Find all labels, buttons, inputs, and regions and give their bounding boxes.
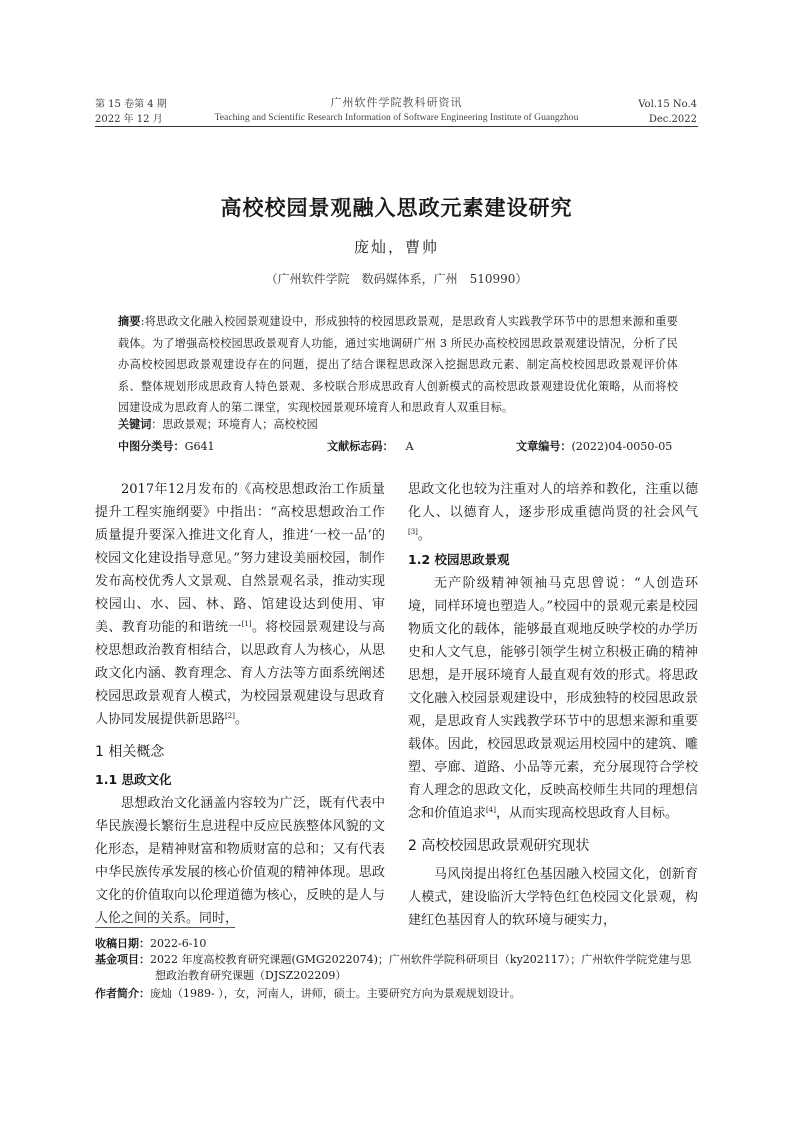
subsection-heading: 1.1 思政文化 (95, 772, 172, 787)
citation-ref: [2] (225, 712, 235, 720)
paper-authors: 庞灿，曹帅 (353, 238, 439, 256)
journal-issue (95, 97, 167, 127)
footnote-rule (95, 927, 235, 928)
citation-ref: [4] (486, 806, 496, 814)
subsection-heading: 1.2 校园思政景观 (408, 552, 510, 567)
paper-affiliation: （广州软件学院 数码媒体系，广州 510990） (265, 272, 528, 286)
body-paragraph: 无产阶级精神领袖马克思曾说：“人创造环境，同样环境也塑造人。”校园中的景观元素是校园物质文化的载体，能够最直观地反映学校的办学历史和人文气息，能够引领学生树立积极正确的精神思想，是开展环境育人最直观有效的形式。将思政文化融入校园景观建设中，形成独特的校园思政景观，是思政育人实践教学环节中的思想来源和重要载体。因此，校园思政景观运用校园中的建筑、雕塑、亭廊、道路、小品等元素，充分展现符合学校育人理念的思政文化，反映高校师生共同的理想信念和价值追求[4]，从而实现高校思政育人目标。 (408, 576, 698, 821)
body-paragraph: 思想政治文化涵盖内容较为广泛，既有代表中华民族漫长繁衍生息进程中反应民族整体风貌的文化形态，是精神财富和物质财富的总和；又有代表中华民族传承发展的核心价值观的精神体现。思政文化的价值取向以伦理道德为核心，反映的是人与人伦之间的关系。同时， (95, 796, 385, 926)
body-paragraph: 马风岗提出将红色基因融入校园文化，创新育人模式，建设临沂大学特色红色校园文化景观，构建红色基因育人的软环境与硬实力， (408, 867, 698, 928)
issue-volume: 第 15 卷第 4 期 (95, 99, 167, 110)
abstract-label: 摘要 (118, 315, 141, 328)
article-number: 文章编号：(2022)04-0050-05 (516, 440, 673, 453)
journal-name-cn: 广州软件学院教科研资讯 (330, 96, 463, 109)
issue-volume-en: Vol.15 No.4 (638, 99, 697, 110)
received-date: 收稿日期：2022-6-10 (95, 937, 207, 950)
issue-date: 2022 年 12 月 (95, 114, 163, 125)
keywords-text: ：思政景观；环境育人；高校校园 (151, 418, 318, 431)
abstract (118, 311, 678, 419)
intro-paragraph: 2017年12月发布的《高校思想政治工作质量提升工程实施纲要》中指出：“高校思想政治工作质量提升要深入推进文化育人，推进‘一校一品’的校园文化建设指导意见。”努力建设美丽校园，制作发布高校优秀人文景观、自然景观名录，推动实现校园山、水、园、林、路、馆建设达到使用、审美、教育功能的和谐统一[1]。将校园景观建设与高校思想政治教育相结合，以思政育人为核心，从思政文化内涵、教育理念、育人方法等方面系统阐述校园思政景观育人模式，为校园景观建设与思政育人协同发展提供新思路[2]。 (95, 482, 385, 727)
journal-issue-en (638, 97, 697, 127)
section-heading: 2 高校校园思政景观研究现状 (408, 838, 590, 854)
issue-date-en: Dec.2022 (648, 114, 697, 125)
header-rule (95, 126, 698, 127)
abstract-text: :将思政文化融入校园景观建设中，形成独特的校园思政景观，是思政育人实践教学环节中的思想来源和重要载体。为了增强高校校园思政景观育人功能，通过实地调研广州 3 所民办高校校园思政景观建设情况，分析了民办高校校园思政景观建设存在的问题，提出了结合课程思政深入挖掘思政元素、制定高校校园思政景观评价体系、整体规划形成思政育人特色景观、多校联合形成思政育人创新模式的高校思政景观建设优化策略，从而将校园建设成为思政育人的第二课堂，实现校园景观环境育人和思政育人双重目标。 (118, 315, 678, 415)
author-bio: 作者简介：庞灿（1989- ），女，河南人，讲师，硕士。主要研究方向为景观规划设计。 (95, 987, 521, 1000)
keywords (118, 415, 678, 435)
body-column-right (408, 478, 698, 932)
paper-title: 高校校园景观融入思政元素建设研究 (220, 195, 573, 220)
body-column-left (95, 478, 385, 930)
clc-number: 中图分类号：G641 (118, 440, 215, 453)
citation-ref: [1] (241, 620, 252, 628)
journal-name (200, 95, 593, 125)
body-paragraph: 思政文化也较为注重对人的培养和教化，注重以德化人、以德育人，逐步形成重德尚贤的社会风气[3]。 (408, 482, 698, 543)
fund-info: 基金项目：2022 年度高校教育研究课题(GMG2022074)；广州软件学院科研项目（ky202117）；广州软件学院党建与思想政治教育研究课题（DJSZ202209） (95, 953, 692, 982)
keywords-label: 关键词 (118, 418, 152, 431)
document-code: 文献标志码： A (327, 440, 414, 453)
section-heading: 1 相关概念 (95, 744, 165, 760)
citation-ref: [3] (408, 528, 418, 536)
journal-name-en: Teaching and Scientific Research Information of Software Engineering Institute of Guangzhou (214, 112, 579, 123)
